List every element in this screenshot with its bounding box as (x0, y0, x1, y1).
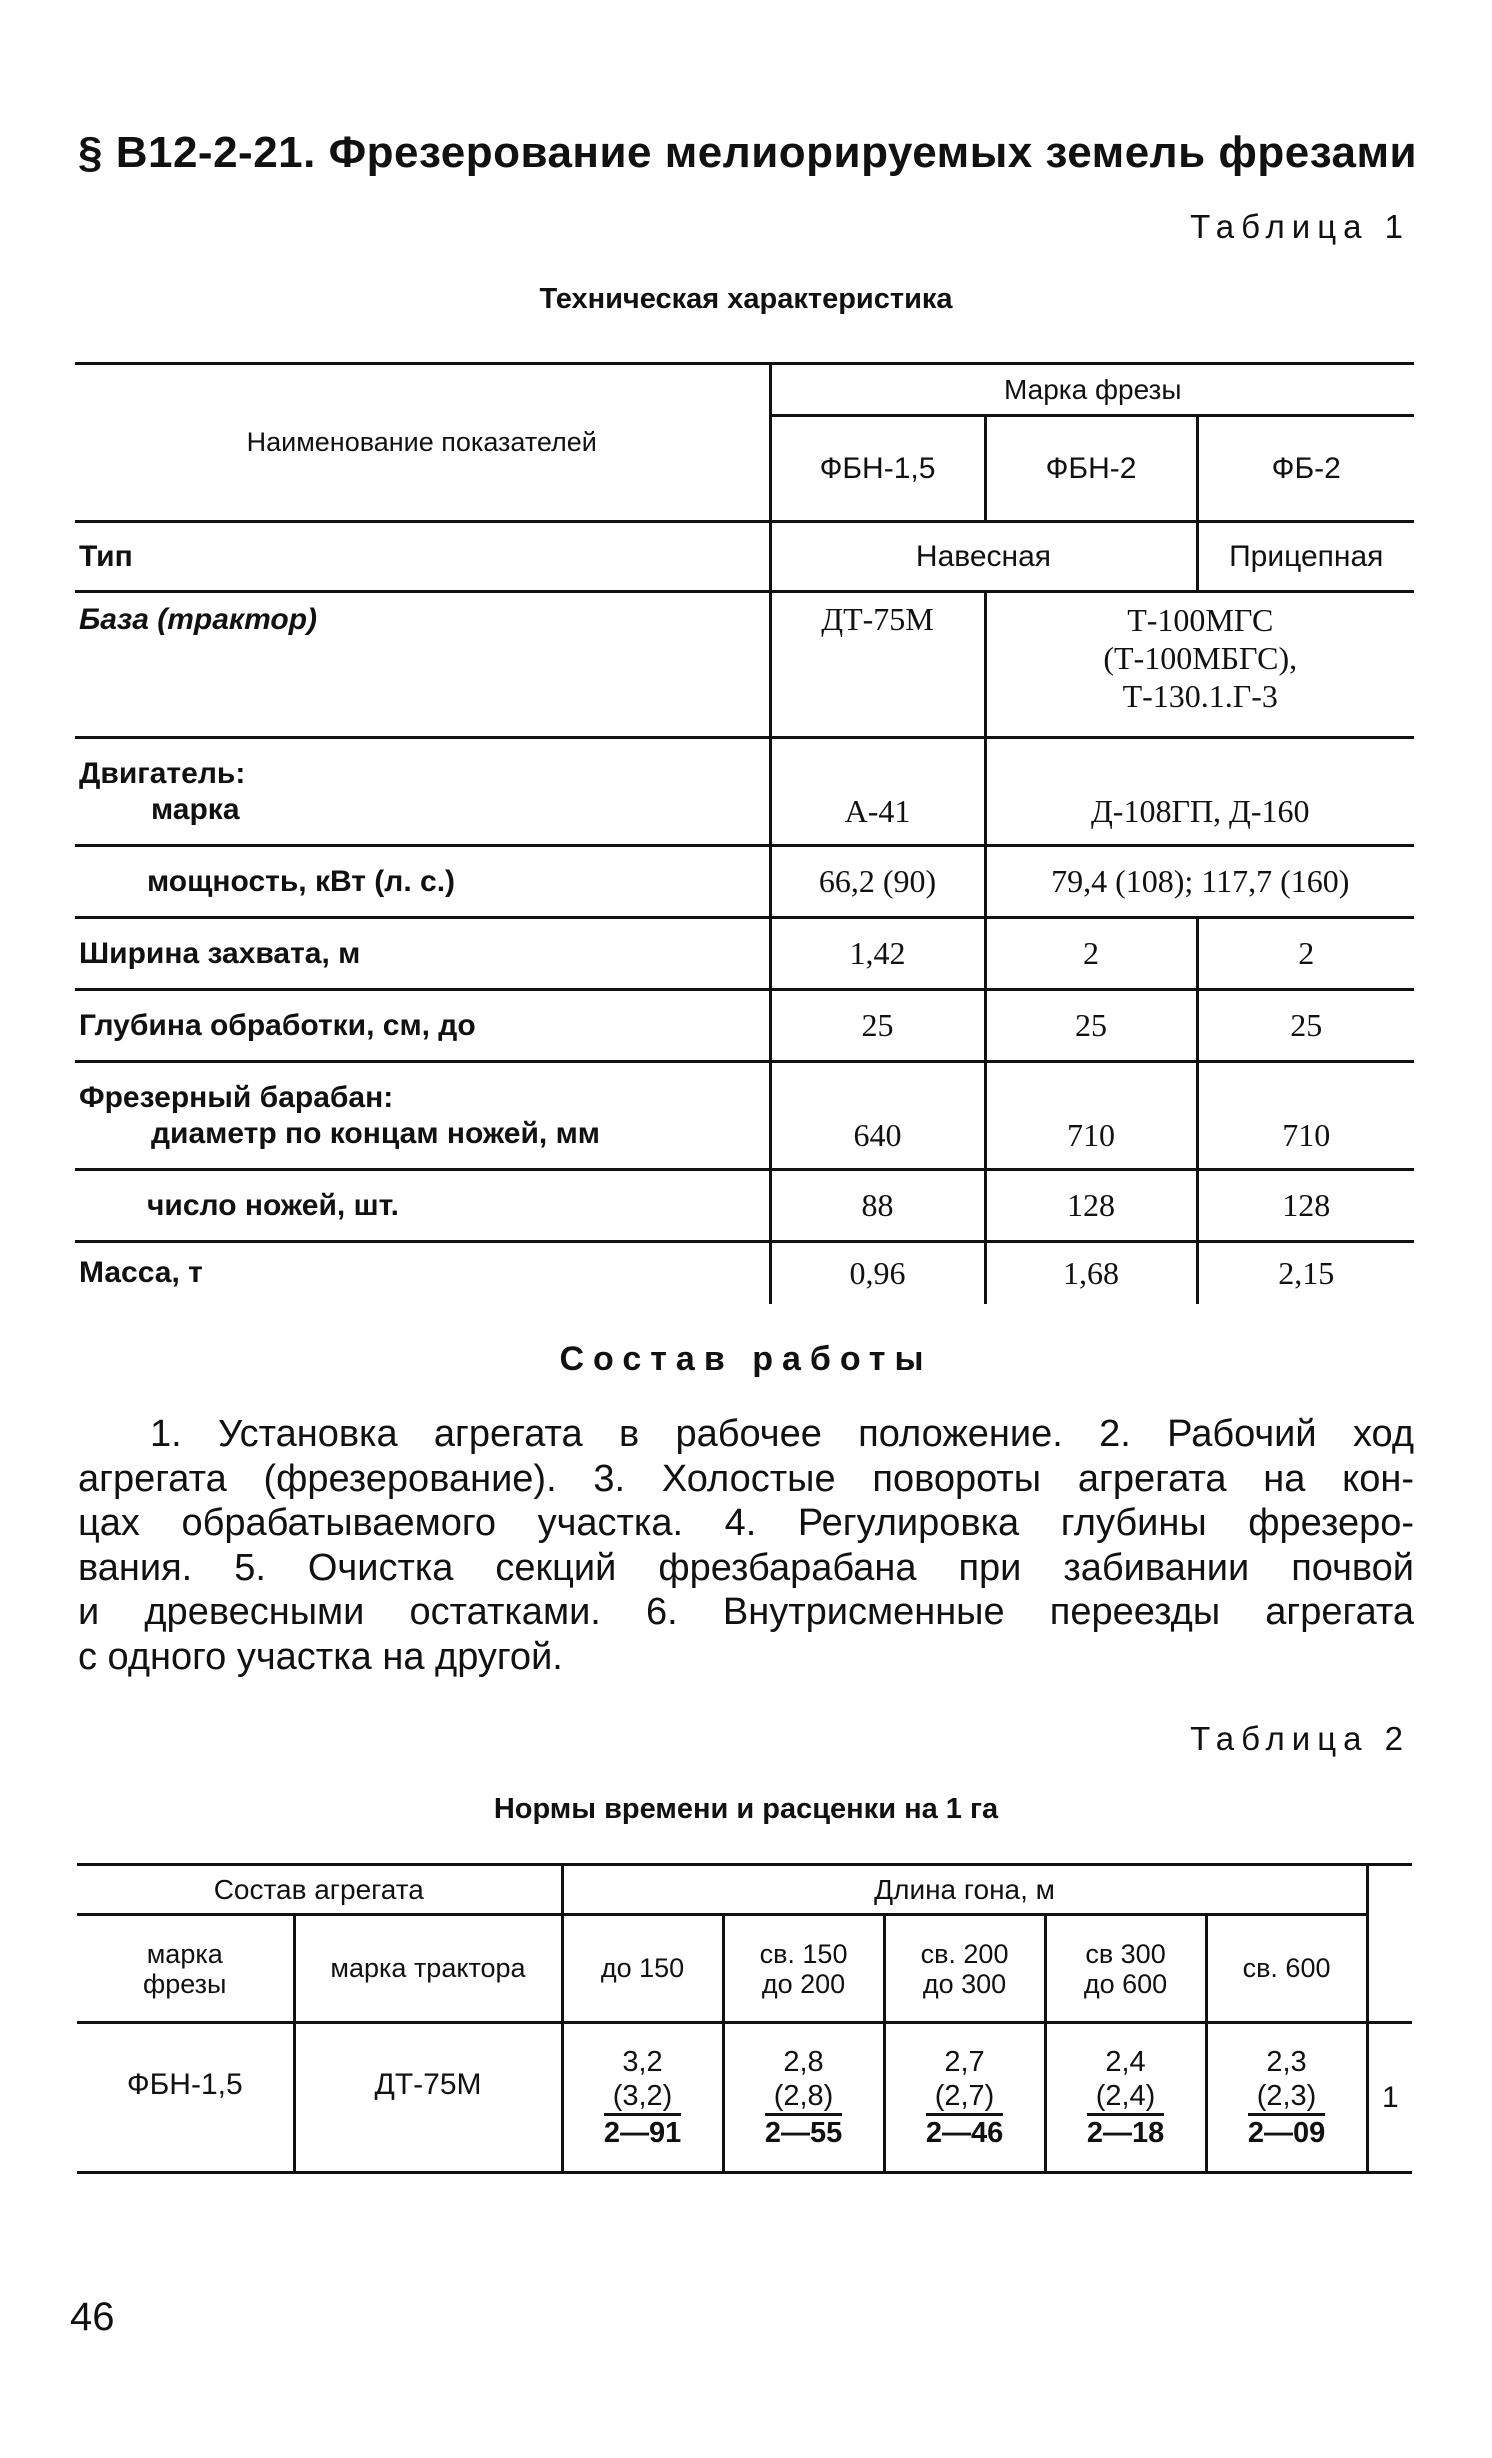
type-mounted: Навесная (770, 522, 1197, 592)
knives-value-2: 128 (985, 1170, 1197, 1242)
drum-diameter-label: диаметр по концам ножей, мм (151, 1116, 600, 1150)
drum-value-2: 710 (985, 1062, 1197, 1170)
price-value: 2—55 (764, 2117, 843, 2149)
width-value-2: 2 (985, 918, 1197, 990)
table1-caption: Техническая характеристика (539, 283, 953, 315)
mass-value-1: 0,96 (770, 1242, 985, 1304)
page-number: 46 (70, 2295, 115, 2339)
price-value: 2—46 (925, 2117, 1004, 2149)
norm-cell-3 (884, 2023, 1045, 2173)
header-tractor-brand: марка трактора (294, 1915, 562, 2023)
header-mill-brand: марка фрезы (77, 1915, 294, 2023)
header-range-5: св. 600 (1206, 1915, 1367, 2023)
work-line-3: цах обрабатываемого участка. 4. Регулировка глубины фрезеро- (78, 1502, 1414, 1544)
row-mill: ФБН-1,5 (77, 2023, 294, 2173)
norm-value: 2,7 (944, 2046, 985, 2078)
header-name-column: Наименование показателей (75, 364, 770, 522)
price-value: 2—09 (1247, 2117, 1326, 2149)
technical-specs-table (75, 362, 1414, 1304)
norm-value: 2,4 (1105, 2046, 1146, 2078)
row-drum (75, 1062, 770, 1170)
norm-alt-value: (2,7) (926, 2079, 1003, 2116)
header-range-2: св. 150 до 200 (723, 1915, 884, 2023)
work-line-2: агрегата (фрезерование). 3. Холостые повороты агрегата на кон- (78, 1457, 1414, 1500)
drum-label: Фрезерный барабан: (79, 1080, 394, 1114)
type-trailed: Прицепная (1197, 522, 1414, 592)
price-value: 2—18 (1086, 2117, 1165, 2149)
norm-cell-2 (723, 2023, 884, 2173)
row-depth-label: Глубина обработки, см, до (75, 990, 770, 1062)
norm-cell-4 (1045, 2023, 1206, 2173)
header-length: Длина гона, м (562, 1865, 1367, 1915)
width-value-3: 2 (1197, 918, 1414, 990)
engine-label: Двигатель: (79, 756, 246, 790)
engine-brand-label: марка (151, 792, 240, 826)
header-model-1: ФБН-1,5 (770, 416, 985, 522)
table1-label: Таблица 1 (1190, 208, 1410, 245)
engine-value-1: А-41 (770, 738, 985, 846)
norm-alt-value: (2,3) (1248, 2079, 1325, 2116)
depth-value-1: 25 (770, 990, 985, 1062)
work-composition-title: Состав работы (559, 1340, 933, 1378)
norm-cell-1 (562, 2023, 723, 2173)
header-mill-brand: Марка фрезы (770, 364, 1414, 416)
work-line-5: и древесными остатками. 6. Внутрисменные переезды агрегата (78, 1591, 1414, 1633)
work-line-6: с одного участка на другой. (78, 1635, 563, 1678)
table2-label: Таблица 2 (1190, 1720, 1410, 1757)
time-norms-table (77, 1863, 1412, 2174)
row-base-label: База (трактор) (75, 592, 770, 738)
row-width-label: Ширина захвата, м (75, 918, 770, 990)
knives-value-1: 88 (770, 1170, 985, 1242)
engine-value-23: Д-108ГП, Д-160 (985, 738, 1414, 846)
mass-value-2: 1,68 (985, 1242, 1197, 1304)
work-line-4: вания. 5. Очистка секций фрезбарабана при забивании почвой (78, 1546, 1414, 1589)
row-engine (75, 738, 770, 846)
mass-value-3: 2,15 (1197, 1242, 1414, 1304)
header-range-3: св. 200 до 300 (884, 1915, 1045, 2023)
drum-value-1: 640 (770, 1062, 985, 1170)
depth-value-3: 25 (1197, 990, 1414, 1062)
header-model-2: ФБН-2 (985, 416, 1197, 522)
depth-value-2: 25 (985, 990, 1197, 1062)
header-model-3: ФБ-2 (1197, 416, 1414, 522)
norm-cell-5 (1206, 2023, 1367, 2173)
base-value-1: ДТ-75М (770, 592, 985, 738)
work-line-1: 1. Установка агрегата в рабочее положение. 2. Рабочий ход (150, 1413, 1414, 1455)
norm-value: 3,2 (622, 2046, 663, 2078)
row-knives-label: число ножей, шт. (147, 1188, 399, 1222)
knives-value-3: 128 (1197, 1170, 1414, 1242)
header-range-4: св 300 до 600 (1045, 1915, 1206, 2023)
norm-alt-value: (3,2) (604, 2079, 681, 2116)
work-composition-text (78, 1412, 1414, 1679)
norm-alt-value: (2,8) (765, 2079, 842, 2116)
row-mass-label: Масса, т (75, 1242, 770, 1304)
row-tractor: ДТ-75М (294, 2023, 562, 2173)
power-value-23: 79,4 (108); 117,7 (160) (985, 846, 1414, 918)
price-value: 2—91 (603, 2117, 682, 2149)
width-value-1: 1,42 (770, 918, 985, 990)
row-type-label: Тип (75, 522, 770, 592)
row-power-label: мощность, кВт (л. с.) (75, 846, 770, 918)
header-composition: Состав агрегата (77, 1865, 562, 1915)
norm-alt-value: (2,4) (1087, 2079, 1164, 2116)
table2-caption: Нормы времени и расценки на 1 га (493, 1793, 999, 1825)
norm-value: 2,8 (783, 2046, 824, 2078)
power-value-1: 66,2 (90) (770, 846, 985, 918)
row-index: 1 (1367, 2023, 1412, 2173)
base-value-23: Т-100МГС (Т-100МБГС), Т-130.1.Г-3 (985, 592, 1414, 738)
norm-value: 2,3 (1266, 2046, 1307, 2078)
drum-value-3: 710 (1197, 1062, 1414, 1170)
header-range-1: до 150 (562, 1915, 723, 2023)
section-heading: § В12-2-21. Фрезерование мелиорируемых земель фрезами (78, 128, 1418, 177)
